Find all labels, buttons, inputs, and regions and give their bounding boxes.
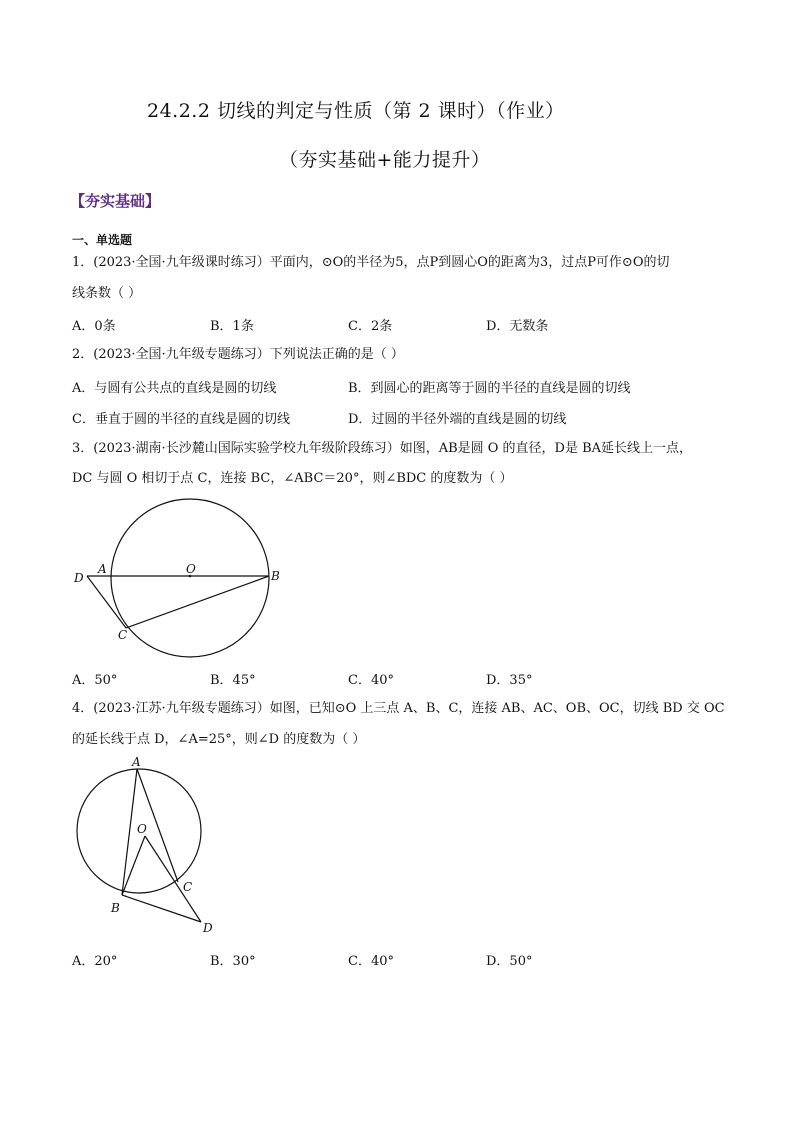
figure-3-label-o: O	[186, 562, 196, 576]
question-2-option-d[interactable]: D．过圆的半径外端的直线是圆的切线	[348, 412, 567, 427]
question-4-option-b[interactable]: B．30°	[210, 954, 256, 969]
figure-3-label-b: B	[271, 569, 280, 583]
question-1-option-b[interactable]: B．1条	[210, 319, 254, 334]
question-2-option-c[interactable]: C．垂直于圆的半径的直线是圆的切线	[72, 412, 290, 427]
figure-3-circle	[111, 499, 269, 657]
figure-4-label-a: A	[132, 755, 141, 769]
subsection-label: 一、单选题	[72, 233, 133, 247]
figure-4-label-b: B	[111, 901, 120, 915]
question-3-option-b[interactable]: B．45°	[210, 673, 256, 688]
question-1-line-2: 线条数（ ）	[72, 286, 142, 301]
section-label: 【夯实基础】	[70, 192, 161, 210]
figure-3-label-a: A	[98, 562, 107, 576]
figure-4-label-d: D	[203, 921, 213, 935]
figure-3-label-d: D	[74, 571, 84, 585]
figure-4-label-o: O	[137, 822, 147, 836]
page-subtitle: （夯实基础+能力提升）	[279, 149, 491, 171]
question-4-option-c[interactable]: C．40°	[348, 954, 394, 969]
question-2-option-a[interactable]: A．与圆有公共点的直线是圆的切线	[72, 381, 277, 396]
question-2-option-b[interactable]: B．到圆心的距离等于圆的半径的直线是圆的切线	[348, 381, 631, 396]
question-3-line-1: 3．(2023·湖南·长沙麓山国际实验学校九年级阶段练习）如图，AB是圆 O 的直径，D是 BA延长线上一点，	[72, 441, 693, 456]
question-1-option-c[interactable]: C．2条	[348, 319, 393, 334]
figure-3-line-dc	[87, 576, 126, 628]
question-4-option-a[interactable]: A．20°	[72, 954, 118, 969]
question-3-option-a[interactable]: A．50°	[72, 673, 118, 688]
question-3-figure	[60, 490, 300, 665]
question-4-figure	[65, 750, 235, 940]
question-3-option-d[interactable]: D．35°	[486, 673, 533, 688]
figure-4-line-bd	[122, 895, 201, 922]
figure-3-line-bc	[126, 576, 269, 628]
question-3-line-2: DC 与圆 O 相切于点 C，连接 BC，∠ABC＝20°，则∠BDC 的度数为（ ）	[72, 471, 513, 486]
question-4-line-2: 的延长线于点 D，∠A=25°，则∠D 的度数为（ ）	[72, 732, 366, 747]
figure-4-line-od	[145, 836, 201, 922]
question-1-option-d[interactable]: D．无数条	[486, 319, 549, 334]
question-1-line-1: 1．(2023·全国·九年级课时练习）平面内，⊙O的半径为5，点P到圆心O的距离为3，过点P可作⊙O的切	[72, 255, 670, 270]
question-3-option-c[interactable]: C．40°	[348, 673, 394, 688]
figure-4-label-c: C	[183, 880, 193, 894]
question-2-line-1: 2．(2023·全国·九年级专题练习）下列说法正确的是（ ）	[72, 347, 404, 362]
question-4-option-d[interactable]: D．50°	[486, 954, 533, 969]
page-title: 24.2.2 切线的判定与性质（第 2 课时）（作业）	[147, 100, 565, 122]
question-1-option-a[interactable]: A．0条	[72, 319, 116, 334]
question-4-line-1: 4．(2023·江苏·九年级专题练习）如图，已知⊙O 上三点 A、B、C，连接 AB、AC、OB、OC，切线 BD 交 OC	[72, 701, 725, 716]
figure-3-label-c: C	[118, 628, 128, 642]
